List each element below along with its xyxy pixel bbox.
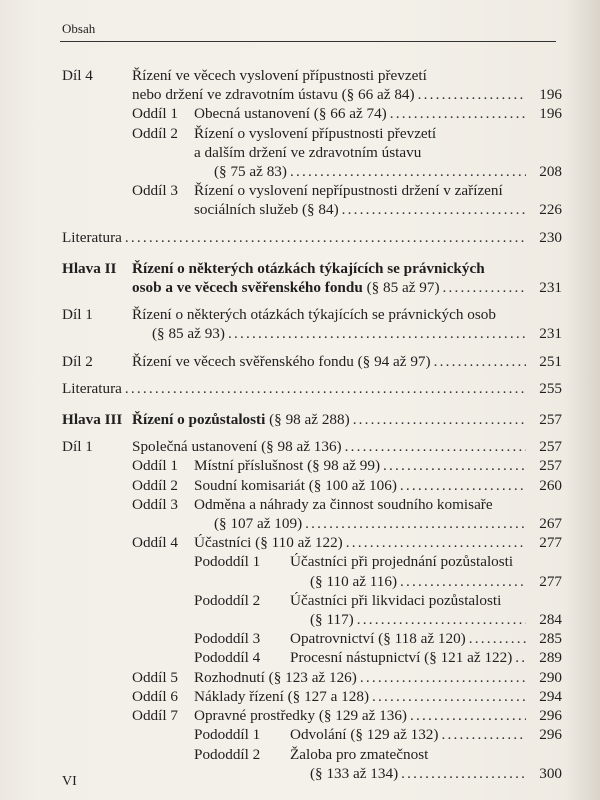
toc-entry-page-number: 251	[539, 352, 562, 370]
toc-entry-page-number: 257	[539, 438, 562, 456]
toc-entry	[62, 591, 562, 629]
toc-entry-title-line: (§ 107 až 109)	[214, 515, 303, 533]
toc-entry-label: Oddíl 1	[132, 457, 178, 475]
toc-entry-label: Díl 1	[62, 306, 93, 324]
toc-entry-title-line: Náklady řízení (§ 127 a 128)	[194, 687, 370, 705]
toc-entry-title-line: (§ 110 až 116)	[310, 572, 398, 590]
toc-entry-label: Díl 1	[62, 438, 93, 456]
dot-leader	[357, 610, 526, 629]
toc-entry	[62, 305, 562, 343]
dot-leader	[441, 725, 526, 744]
toc-entry-title-line: Odvolání (§ 129 až 132)	[290, 726, 439, 744]
toc-entry-title-line: Opravné prostředky (§ 129 až 136)	[194, 707, 407, 725]
dot-leader	[434, 352, 526, 371]
toc-entry-title-line: Společná ustanovení (§ 98 až 136)	[132, 438, 342, 456]
dot-leader	[400, 476, 526, 495]
dot-leader	[372, 687, 526, 706]
toc-entry-title-line: Řízení o vyslovení nepřípustnosti držení v zařízení	[194, 182, 503, 200]
toc-entry	[62, 259, 562, 297]
toc-entry	[62, 352, 562, 371]
toc-entry	[62, 228, 562, 247]
toc-entry-title-line: Literatura	[62, 228, 122, 246]
table-of-contents	[62, 66, 562, 783]
toc-entry-title-line: sociálních služeb (§ 84)	[194, 201, 339, 219]
dot-leader	[125, 379, 526, 398]
dot-leader	[401, 764, 526, 783]
toc-entry-page-number: 257	[539, 457, 562, 475]
toc-entry-label: Hlava II	[62, 259, 117, 277]
toc-entry-title-line: Řízení o vyslovení přípustnosti převzetí	[194, 124, 437, 142]
toc-entry-title-line: Literatura	[62, 379, 122, 397]
toc-entry-page-number: 294	[539, 687, 562, 705]
toc-entry	[62, 456, 562, 475]
toc-entry-page-number: 289	[539, 649, 562, 667]
toc-entry-title-line: Soudní komisariát (§ 100 až 106)	[194, 476, 397, 494]
toc-entry-label: Hlava III	[62, 411, 123, 429]
toc-entry-page-number: 257	[539, 411, 562, 429]
toc-entry	[62, 410, 562, 429]
toc-entry-title-line: Opatrovnictví (§ 118 až 120)	[290, 630, 466, 648]
toc-entry-label: Pododdíl 2	[194, 591, 261, 609]
toc-entry-page-number: 260	[539, 476, 562, 494]
toc-entry-page-number: 296	[539, 707, 562, 725]
toc-entry-page-number: 208	[539, 163, 562, 181]
toc-entry	[62, 104, 562, 123]
toc-entry-title-line: (§ 117)	[310, 611, 354, 629]
toc-entry-label: Pododdíl 1	[194, 553, 261, 571]
toc-entry-page-number: 277	[539, 534, 562, 552]
dot-leader	[342, 200, 526, 219]
dot-leader	[400, 572, 526, 591]
dot-leader	[228, 324, 526, 343]
toc-entry-title-line: Řízení ve věcech vyslovení přípustnosti převzetí	[132, 67, 427, 84]
toc-entry-page-number: 285	[539, 630, 562, 648]
toc-entry-label: Oddíl 5	[132, 668, 178, 686]
dot-leader	[410, 706, 526, 725]
toc-entry	[62, 725, 562, 744]
toc-entry	[62, 476, 562, 495]
toc-entry-page-number: 255	[539, 379, 562, 397]
toc-entry-page-number: 290	[539, 668, 562, 686]
toc-entry-page-number: 226	[539, 201, 562, 219]
toc-entry-title-line: osob a ve věcech svěřenského fondu (§ 85 až 97)	[132, 279, 440, 297]
toc-entry-title-line: Obecná ustanovení (§ 66 až 74)	[194, 105, 387, 123]
dot-leader	[390, 104, 526, 123]
toc-entry	[62, 668, 562, 687]
toc-entry-label: Oddíl 3	[132, 495, 178, 513]
toc-entry	[62, 745, 562, 783]
toc-entry	[62, 533, 562, 552]
toc-entry-title-line: Řízení o pozůstalosti (§ 98 až 288)	[132, 411, 350, 429]
dot-leader	[443, 278, 526, 297]
toc-entry-label: Pododdíl 3	[194, 630, 261, 648]
dot-leader	[353, 410, 526, 429]
dot-leader	[515, 648, 526, 667]
header-rule	[60, 41, 556, 42]
toc-entry-label: Pododdíl 4	[194, 649, 261, 667]
toc-entry-title-line: Řízení o některých otázkách týkajících se právnických osob	[132, 306, 496, 324]
toc-entry-label: Oddíl 2	[132, 476, 178, 494]
running-head: Obsah	[62, 21, 96, 36]
toc-entry-label: Díl 4	[62, 67, 93, 84]
toc-entry	[62, 437, 562, 456]
dot-leader	[346, 533, 526, 552]
toc-entry	[62, 124, 562, 182]
toc-entry-label: Oddíl 7	[132, 707, 178, 725]
toc-entry-page-number: 231	[539, 325, 562, 343]
toc-entry	[62, 66, 562, 104]
toc-entry	[62, 495, 562, 533]
toc-entry-title-line: (§ 133 až 134)	[310, 764, 399, 782]
toc-entry	[62, 648, 562, 667]
toc-entry	[62, 687, 562, 706]
toc-entry-page-number: 231	[539, 279, 562, 297]
dot-leader	[290, 162, 526, 181]
toc-entry-title-line: Řízení ve věcech svěřenského fondu (§ 94 až 97)	[132, 352, 431, 370]
toc-entry-title-line: Místní příslušnost (§ 98 až 99)	[194, 457, 381, 475]
toc-entry-label: Díl 2	[62, 352, 93, 370]
toc-entry-title-line: Rozhodnutí (§ 123 až 126)	[194, 668, 357, 686]
toc-entry-label: Oddíl 1	[132, 105, 178, 123]
toc-entry-page-number: 284	[539, 611, 562, 629]
toc-entry-label: Oddíl 6	[132, 687, 178, 705]
dot-leader	[418, 85, 526, 104]
dot-leader	[383, 456, 526, 475]
toc-entry-page-number: 277	[539, 572, 562, 590]
toc-entry	[62, 181, 562, 219]
toc-entry-title-line: (§ 75 až 83)	[214, 163, 287, 181]
toc-entry-page-number: 196	[539, 105, 562, 123]
toc-entry-page-number: 267	[539, 515, 562, 533]
toc-entry-page-number: 300	[539, 764, 562, 782]
toc-entry-label: Oddíl 4	[132, 534, 178, 552]
toc-entry-title-line: Účastníci (§ 110 až 122)	[194, 534, 343, 552]
page-folio: VI	[62, 774, 77, 789]
dot-leader	[360, 668, 526, 687]
toc-entry-page-number: 296	[539, 726, 562, 744]
toc-entry-title-line: nebo držení ve zdravotním ústavu (§ 66 až 84)	[132, 86, 415, 104]
dot-leader	[345, 437, 526, 456]
toc-entry-title-line: Řízení o některých otázkách týkajících se právnických	[132, 259, 485, 277]
toc-entry-title-line: Procesní nástupnictví (§ 121 až 122)	[290, 649, 513, 667]
toc-entry	[62, 629, 562, 648]
dot-leader	[469, 629, 526, 648]
toc-entry	[62, 379, 562, 398]
toc-entry	[62, 552, 562, 590]
toc-entry-label: Pododdíl 1	[194, 726, 261, 744]
toc-entry-title-line: Žaloba pro zmatečnost	[290, 745, 429, 763]
toc-entry-title-line: Účastníci při projednání pozůstalosti	[290, 553, 514, 571]
toc-entry-label: Oddíl 2	[132, 124, 178, 142]
toc-entry-label: Oddíl 3	[132, 182, 178, 200]
toc-entry-page-number: 196	[539, 86, 562, 104]
toc-entry-label: Pododdíl 2	[194, 745, 261, 763]
toc-entry-title-line: Účastníci při likvidaci pozůstalosti	[290, 591, 502, 609]
toc-entry-page-number: 230	[539, 228, 562, 246]
dot-leader	[305, 514, 526, 533]
toc-entry-title-line: a dalším držení ve zdravotním ústavu	[194, 143, 422, 161]
toc-entry-title-line: (§ 85 až 93)	[152, 325, 225, 343]
dot-leader	[125, 228, 526, 247]
toc-entry	[62, 706, 562, 725]
toc-entry-title-line: Odměna a náhrady za činnost soudního komisaře	[194, 495, 493, 513]
